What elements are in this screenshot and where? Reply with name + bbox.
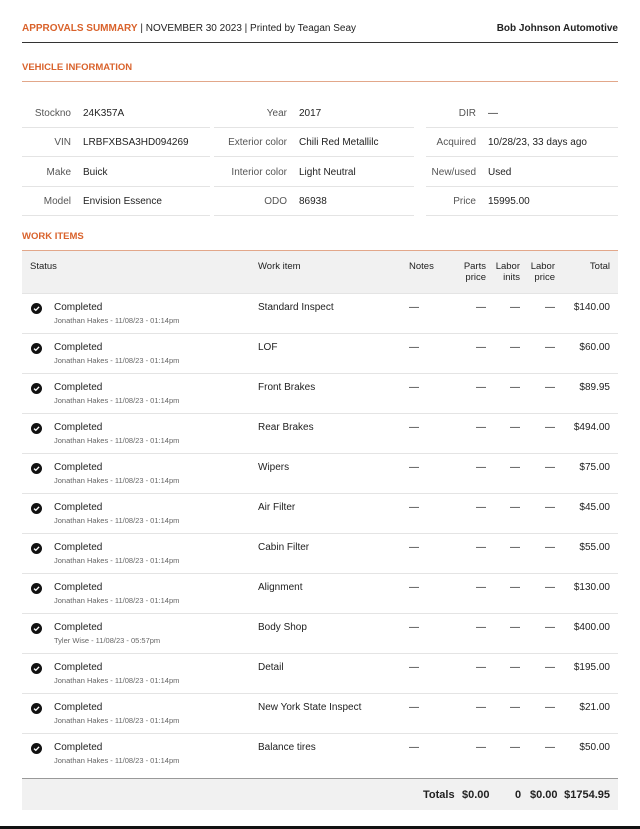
col-parts-price: Parts price	[453, 251, 487, 293]
labor-price-value: —	[521, 333, 556, 373]
labor-inits-value: —	[487, 733, 521, 773]
parts-price-value: —	[453, 493, 487, 533]
page-header	[22, 20, 618, 43]
table-row	[22, 733, 618, 773]
totals-row	[22, 778, 618, 810]
notes-value: —	[408, 413, 453, 453]
status-by: Jonathan Hakes - 11/08/23 - 01:14pm	[54, 755, 180, 765]
labor-inits-value: —	[487, 453, 521, 493]
status-wrap	[23, 662, 256, 685]
status-by: Jonathan Hakes - 11/08/23 - 01:14pm	[54, 475, 180, 485]
vehicle-field-value: —	[488, 108, 498, 119]
vehicle-field-label: Make	[46, 167, 71, 178]
total-value: $50.00	[556, 733, 618, 773]
labor-inits-value: —	[487, 493, 521, 533]
status-cell	[22, 293, 257, 333]
vehicle-field-label: Price	[453, 196, 476, 207]
vehicle-field-label: Interior color	[231, 167, 287, 178]
vehicle-field-label: New/used	[431, 167, 476, 178]
total-value: $55.00	[556, 533, 618, 573]
status-by: Jonathan Hakes - 11/08/23 - 01:14pm	[54, 515, 180, 525]
work-item-name: LOF	[257, 333, 408, 373]
total-value: $89.95	[556, 373, 618, 413]
check-circle-icon	[31, 703, 42, 714]
table-row	[22, 373, 618, 413]
labor-inits-value: —	[487, 373, 521, 413]
table-row	[22, 413, 618, 453]
work-item-name: Detail	[257, 653, 408, 693]
status-wrap	[23, 542, 256, 565]
status-text: Completed	[54, 501, 103, 513]
notes-value: —	[408, 613, 453, 653]
labor-inits-value: —	[487, 613, 521, 653]
table-row	[22, 333, 618, 373]
status-by: Jonathan Hakes - 11/08/23 - 01:14pm	[54, 355, 180, 365]
vehicle-field	[22, 186, 210, 216]
status-wrap	[23, 382, 256, 405]
notes-value: —	[408, 333, 453, 373]
status-wrap	[23, 502, 256, 525]
status-cell	[22, 413, 257, 453]
vehicle-field-label: Year	[266, 108, 287, 119]
check-circle-icon	[31, 503, 42, 514]
labor-price-value: —	[521, 733, 556, 773]
status-wrap	[23, 422, 256, 445]
notes-value: —	[408, 453, 453, 493]
work-item-name: Air Filter	[257, 493, 408, 533]
work-section-title: WORK ITEMS	[22, 231, 84, 242]
work-item-name: Wipers	[257, 453, 408, 493]
status-by: Jonathan Hakes - 11/08/23 - 01:14pm	[54, 675, 180, 685]
work-item-name: Front Brakes	[257, 373, 408, 413]
notes-value: —	[408, 693, 453, 733]
check-circle-icon	[31, 423, 42, 434]
status-wrap	[23, 622, 256, 645]
col-total: Total	[556, 251, 618, 293]
work-items-body	[22, 293, 618, 773]
labor-inits-value: —	[487, 293, 521, 333]
report-title: APPROVALS SUMMARY	[22, 23, 138, 34]
total-value: $45.00	[556, 493, 618, 533]
status-wrap	[23, 582, 256, 605]
labor-price-value: —	[521, 653, 556, 693]
notes-value: —	[408, 373, 453, 413]
labor-price-value: —	[521, 533, 556, 573]
check-circle-icon	[31, 343, 42, 354]
vehicle-field	[214, 98, 414, 128]
labor-price-value: —	[521, 453, 556, 493]
vehicle-field	[426, 127, 618, 157]
work-item-name: Balance tires	[257, 733, 408, 773]
status-by: Jonathan Hakes - 11/08/23 - 01:14pm	[54, 435, 180, 445]
vehicle-field-label: Model	[43, 196, 71, 207]
table-header-row	[22, 251, 618, 293]
status-text: Completed	[54, 461, 103, 473]
labor-price-value: —	[521, 293, 556, 333]
labor-inits-value: —	[487, 693, 521, 733]
work-item-name: Rear Brakes	[257, 413, 408, 453]
work-item-name: Standard Inspect	[257, 293, 408, 333]
status-cell	[22, 613, 257, 653]
totals-total: $1754.95	[564, 789, 610, 801]
status-text: Completed	[54, 421, 103, 433]
status-text: Completed	[54, 741, 103, 753]
vehicle-field	[22, 98, 210, 128]
vehicle-field	[426, 186, 618, 216]
total-value: $140.00	[556, 293, 618, 333]
vehicle-field	[214, 186, 414, 216]
parts-price-value: —	[453, 733, 487, 773]
parts-price-value: —	[453, 573, 487, 613]
header-left	[22, 23, 356, 34]
notes-value: —	[408, 533, 453, 573]
totals-inits: 0	[515, 789, 522, 801]
notes-value: —	[408, 493, 453, 533]
status-cell	[22, 573, 257, 613]
totals-parts: $0.00	[462, 789, 490, 801]
vehicle-field	[426, 157, 618, 187]
parts-price-value: —	[453, 333, 487, 373]
parts-price-value: —	[453, 613, 487, 653]
vehicle-field-label: ODO	[264, 196, 287, 207]
parts-price-value: —	[453, 373, 487, 413]
vehicle-field	[426, 98, 618, 128]
status-wrap	[23, 342, 256, 365]
status-by: Jonathan Hakes - 11/08/23 - 01:14pm	[54, 395, 180, 405]
work-item-name: Cabin Filter	[257, 533, 408, 573]
status-wrap	[23, 302, 256, 325]
col-work-item: Work item	[257, 251, 408, 293]
vehicle-field	[214, 127, 414, 157]
vehicle-field-value: Used	[488, 167, 512, 178]
labor-inits-value: —	[487, 573, 521, 613]
table-row	[22, 453, 618, 493]
vehicle-field-value: 86938	[299, 196, 327, 207]
status-text: Completed	[54, 541, 103, 553]
table-row	[22, 693, 618, 733]
report-subtitle: | NOVEMBER 30 2023 | Printed by Teagan Seay	[140, 23, 357, 34]
check-circle-icon	[31, 303, 42, 314]
status-text: Completed	[54, 661, 103, 673]
status-cell	[22, 533, 257, 573]
parts-price-value: —	[453, 413, 487, 453]
status-by: Jonathan Hakes - 11/08/23 - 01:14pm	[54, 555, 180, 565]
notes-value: —	[408, 733, 453, 773]
status-text: Completed	[54, 381, 103, 393]
parts-price-value: —	[453, 453, 487, 493]
labor-inits-value: —	[487, 413, 521, 453]
vehicle-field-value: Envision Essence	[83, 196, 162, 207]
parts-price-value: —	[453, 533, 487, 573]
status-text: Completed	[54, 581, 103, 593]
status-cell	[22, 693, 257, 733]
vehicle-section-title: VEHICLE INFORMATION	[22, 62, 133, 73]
table-row	[22, 613, 618, 653]
table-row	[22, 573, 618, 613]
labor-price-value: —	[521, 373, 556, 413]
vehicle-field-label: DIR	[458, 108, 476, 119]
vehicle-field	[22, 127, 210, 157]
col-notes: Notes	[408, 251, 453, 293]
work-items-table	[22, 251, 618, 773]
vehicle-field	[214, 157, 414, 187]
total-value: $400.00	[556, 613, 618, 653]
notes-value: —	[408, 293, 453, 333]
notes-value: —	[408, 653, 453, 693]
status-cell	[22, 653, 257, 693]
parts-price-value: —	[453, 653, 487, 693]
vehicle-section-rule	[22, 81, 618, 82]
status-by: Jonathan Hakes - 11/08/23 - 01:14pm	[54, 715, 180, 725]
vehicle-field-label: Exterior color	[228, 137, 287, 148]
vehicle-field-value: LRBFXBSA3HD094269	[83, 137, 189, 148]
check-circle-icon	[31, 623, 42, 634]
vehicle-field-value: Chili Red Metallilc	[299, 137, 379, 148]
check-circle-icon	[31, 583, 42, 594]
status-by: Jonathan Hakes - 11/08/23 - 01:14pm	[54, 315, 180, 325]
total-value: $75.00	[556, 453, 618, 493]
table-row	[22, 293, 618, 333]
total-value: $494.00	[556, 413, 618, 453]
vehicle-field-label: Acquired	[436, 137, 476, 148]
labor-inits-value: —	[487, 333, 521, 373]
vehicle-field-value: Light Neutral	[299, 167, 356, 178]
work-item-name: New York State Inspect	[257, 693, 408, 733]
check-circle-icon	[31, 543, 42, 554]
status-by: Tyler Wise - 11/08/23 - 05:57pm	[54, 635, 161, 645]
vehicle-field	[22, 157, 210, 187]
col-labor-inits: Labor inits	[487, 251, 521, 293]
status-cell	[22, 733, 257, 773]
parts-price-value: —	[453, 693, 487, 733]
vehicle-field-value: 15995.00	[488, 196, 530, 207]
labor-inits-value: —	[487, 653, 521, 693]
check-circle-icon	[31, 663, 42, 674]
vehicle-field-label: VIN	[54, 137, 71, 148]
total-value: $21.00	[556, 693, 618, 733]
total-value: $60.00	[556, 333, 618, 373]
vehicle-field-label: Stockno	[34, 108, 71, 119]
notes-value: —	[408, 573, 453, 613]
status-cell	[22, 493, 257, 533]
labor-price-value: —	[521, 573, 556, 613]
check-circle-icon	[31, 383, 42, 394]
status-cell	[22, 333, 257, 373]
vehicle-field-value: 2017	[299, 108, 322, 119]
status-text: Completed	[54, 621, 103, 633]
status-cell	[22, 373, 257, 413]
check-circle-icon	[31, 743, 42, 754]
vehicle-field-value: 24K357A	[83, 108, 125, 119]
table-row	[22, 493, 618, 533]
dealer-name: Bob Johnson Automotive	[496, 23, 618, 34]
status-cell	[22, 453, 257, 493]
labor-price-value: —	[521, 693, 556, 733]
status-text: Completed	[54, 701, 103, 713]
totals-labor: $0.00	[530, 789, 558, 801]
total-value: $130.00	[556, 573, 618, 613]
table-row	[22, 653, 618, 693]
labor-price-value: —	[521, 493, 556, 533]
status-wrap	[23, 462, 256, 485]
vehicle-field-value: Buick	[83, 167, 108, 178]
labor-price-value: —	[521, 613, 556, 653]
col-status: Status	[22, 251, 257, 293]
total-value: $195.00	[556, 653, 618, 693]
check-circle-icon	[31, 463, 42, 474]
status-text: Completed	[54, 341, 103, 353]
status-by: Jonathan Hakes - 11/08/23 - 01:14pm	[54, 595, 180, 605]
labor-inits-value: —	[487, 533, 521, 573]
work-item-name: Alignment	[257, 573, 408, 613]
status-text: Completed	[54, 301, 103, 313]
status-wrap	[23, 742, 256, 765]
parts-price-value: —	[453, 293, 487, 333]
vehicle-field-value: 10/28/23, 33 days ago	[488, 137, 587, 148]
status-wrap	[23, 702, 256, 725]
work-item-name: Body Shop	[257, 613, 408, 653]
table-row	[22, 533, 618, 573]
labor-price-value: —	[521, 413, 556, 453]
col-labor-price: Labor price	[521, 251, 556, 293]
totals-label: Totals	[423, 789, 455, 801]
